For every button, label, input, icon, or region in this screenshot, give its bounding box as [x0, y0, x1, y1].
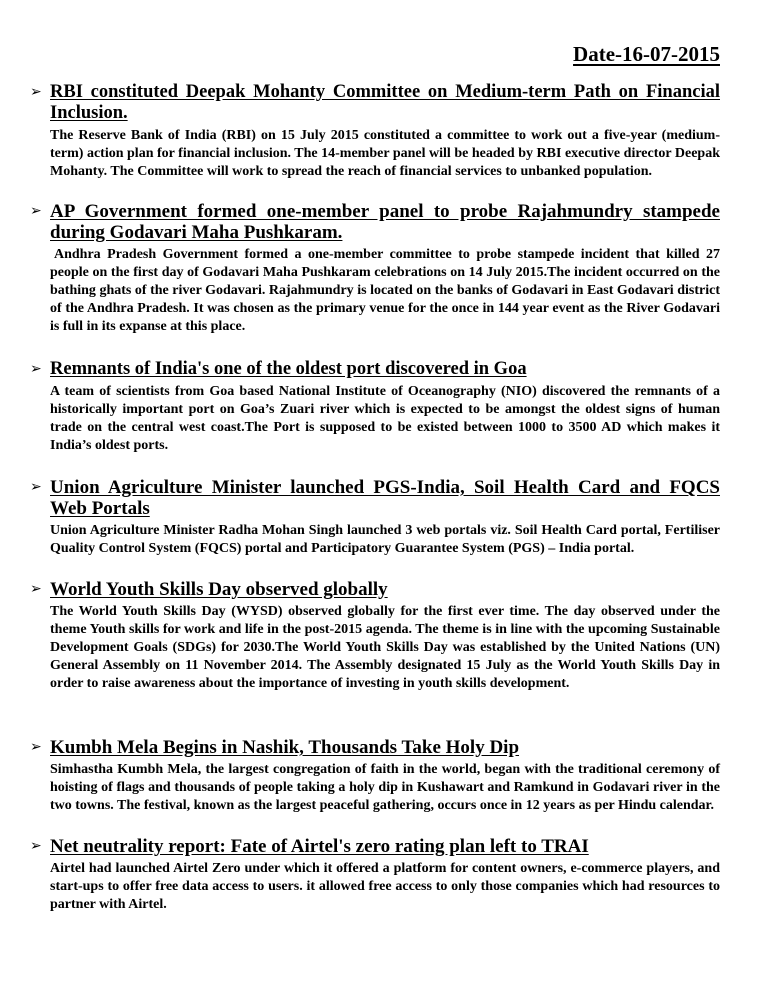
- article-ap-stampede: [30, 201, 720, 336]
- arrow-bullet-icon: ➢: [30, 838, 42, 854]
- article-body: The World Youth Skills Day (WYSD) observed globally for the first ever time. The day observed under the theme Youth skills for work and life in the post-2015 agenda. The theme is in line with the upcoming Sustainable Development Goals (SDGs) for 2030.The World Youth Skills Day was established by the United Nations (UN) General Assembly on 11 November 2014. The Assembly designated 15 July as the World Youth Skills Day in order to raise awareness about the importance of investing in youth skills development.: [50, 604, 720, 691]
- article-body: Andhra Pradesh Government formed a one-member committee to probe stampede incident that killed 27 people on the first day of Godavari Maha Pushkaram celebrations on 14 July 2015.The incident occurred on the bathing ghats of the river Godavari. Rajahmundry is located on the banks of Godavari in East Godavari district of the Andhra Pradesh. It was chosen as the primary venue for the once in 144 year event as the River Godavari is full in its expanse at this place.: [50, 247, 720, 334]
- article-kumbh-mela: [30, 737, 720, 815]
- article-youth-skills-day: [30, 579, 720, 693]
- arrow-bullet-icon: ➢: [30, 479, 42, 495]
- arrow-bullet-icon: ➢: [30, 581, 42, 597]
- arrow-bullet-icon: ➢: [30, 203, 42, 219]
- article-heading: ➢ World Youth Skills Day observed globally: [30, 579, 388, 600]
- arrow-bullet-icon: ➢: [30, 84, 42, 100]
- article-heading: ➢ Remnants of India's one of the oldest port discovered in Goa: [30, 359, 527, 379]
- article-body: Airtel had launched Airtel Zero under which it offered a platform for content owners, e-commerce players, and start-ups to offer free data access to users. it allowed free access to only those companies which had resources to partner with Airtel.: [50, 861, 720, 912]
- article-goa-port: [30, 359, 720, 455]
- document-date: Date-16-07-2015: [573, 42, 720, 66]
- article-body: A team of scientists from Goa based National Institute of Oceanography (NIO) discovered the remnants of a historically important port on Goa’s Zuari river which is expected to be amongst the oldest signs of human trade on the central west coast.The Port is supposed to be existed between 1000 to 3500 AD which makes it India’s oldest ports.: [50, 384, 720, 453]
- arrow-bullet-icon: ➢: [30, 361, 42, 377]
- arrow-bullet-icon: ➢: [30, 739, 42, 755]
- article-agriculture-portals: [30, 477, 720, 558]
- article-heading: ➢ Kumbh Mela Begins in Nashik, Thousands Take Holy Dip: [30, 737, 520, 758]
- article-rbi-committee: [30, 82, 720, 181]
- article-net-neutrality: [30, 836, 720, 914]
- article-heading: ➢ Net neutrality report: Fate of Airtel's zero rating plan left to TRAI: [30, 836, 589, 857]
- article-body: The Reserve Bank of India (RBI) on 15 July 2015 constituted a committee to work out a five-year (medium-term) action plan for financial inclusion. The 14-member panel will be headed by RBI executive director Deepak Mohanty. The Committee will work to spread the reach of financial services to unbanked population.: [50, 128, 720, 179]
- article-heading: ➢ RBI constituted Deepak Mohanty Committee on Medium-term Path on Financial Inclusion.: [30, 82, 720, 123]
- article-body: Simhastha Kumbh Mela, the largest congregation of faith in the world, began with the traditional ceremony of hoisting of flags and thousands of people taking a holy dip in Kushawart and Ramkund in Godavari river in the two towns. The festival, known as the largest peaceful gathering, occurs once in 12 years as per Hindu calendar.: [50, 762, 720, 813]
- article-body: Union Agriculture Minister Radha Mohan Singh launched 3 web portals viz. Soil Health Card portal, Fertiliser Quality Control System (FQCS) portal and Participatory Guarantee System (PGS) – India portal.: [50, 523, 720, 556]
- article-heading: ➢ Union Agriculture Minister launched PGS-India, Soil Health Card and FQCS Web Portals: [30, 477, 720, 519]
- article-heading: ➢ AP Government formed one-member panel to probe Rajahmundry stampede during Godavari Maha Pushkaram.: [30, 201, 720, 243]
